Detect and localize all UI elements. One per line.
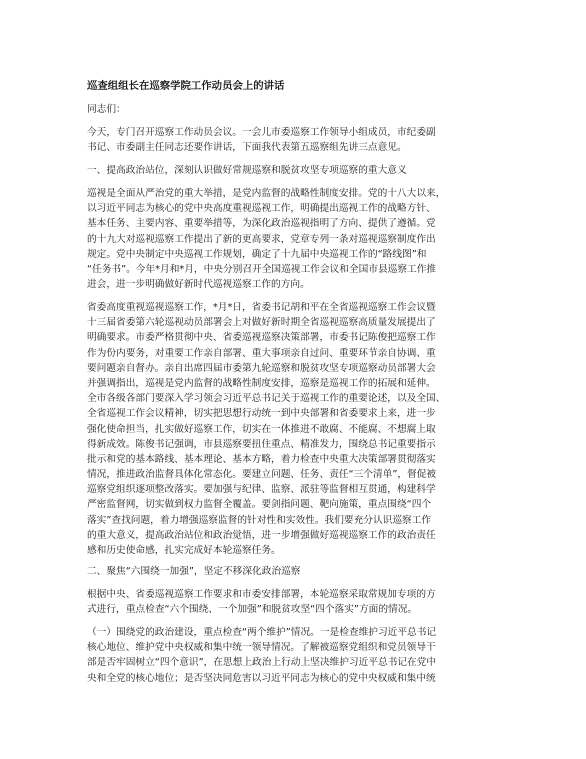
paragraph-line: 的十九大对巡视巡察工作提出了新的更高要求，党章专列一条对巡视巡察制度作出: [87, 233, 436, 245]
paragraph-line: 书记、市委副主任同志还要作讲话，下面我代表第五巡察组先讲三点意见。: [87, 142, 407, 154]
paragraph-line: 央和全党的核心地位；是否坚决同危害以习近平同志为核心的党中央权威和集中统: [87, 672, 436, 684]
paragraph-line: 严密监督网，切实做到权力监督全覆盖。要剑指问题、靶向施策，重点围绕“四个: [87, 499, 432, 511]
paragraph-line: 今天，专门召开巡察工作动员会议。一会儿市委巡察工作领导小组成员，市纪委副: [87, 127, 436, 138]
paragraph-line: 的重大意义，提高政治站位和政治觉悟，进一步增强做好巡视巡察工作的政治责任: [87, 529, 436, 541]
paragraph-line: 式进行，重点检查“六个围绕、一个加强”和脱贫攻坚“四个落实”方面的情况。: [87, 604, 418, 616]
paragraph-line: “任务书”。今年*月和*月，中央分别召开全国巡视工作会议和全国市县巡察工作推: [87, 263, 437, 275]
paragraph-line: 基本任务、主要内容、重要举措等，为深化政治巡视指明了方向、提供了遵循。党: [87, 218, 436, 230]
paragraph-line: 十三届省委第六轮巡视动员部署会上对做好新时期全省巡视巡察高质量发展提出了: [87, 317, 436, 329]
heading-line: 二、聚焦“六围绕一加强”，坚定不移深化政治巡察: [87, 566, 301, 577]
paragraph-line: 强化使命担当，扎实做好巡察工作，切实在一体推进不敢腐、不能腐、不想腐上取: [87, 423, 436, 435]
paragraph-line: 巡察党组织逐项整改落实。要加强与纪律、监察、派驻等监督相互贯通，构建科学: [87, 484, 436, 496]
paragraph-line: 全省巡视工作会议精神，切实把思想行动统一到中央部署和省委要求上来，进一步: [87, 408, 436, 420]
paragraph-line: 感和历史使命感，扎实完成好本轮巡察任务。: [87, 545, 281, 556]
document-title: 巡查组组长在巡察学院工作动员会上的讲话: [87, 80, 285, 92]
paragraph-line: 作为份内要务，对重要工作亲自部署、重大事项亲自过问、重要环节亲自协调、重: [87, 347, 436, 359]
section-heading-2: [87, 564, 500, 579]
paragraph-line: 并强调指出，巡视是党内监督的战略性制度安排，巡察是巡视工作的拓展和延伸。: [87, 377, 436, 389]
heading-line: 一、提高政治站位，深刻认识做好常规巡察和脱贫攻坚专项巡察的重大意义: [87, 165, 407, 176]
paragraph-line: 省委高度重视巡视巡察工作，*月*日，省委书记胡和平在全省巡视巡察工作会议暨: [87, 302, 436, 313]
paragraph-inspection-background: [87, 186, 500, 292]
paragraph-line: 情况，推进政治监督具体化常态化。要建立问题、任务、责任“三个清单”，督促被: [87, 469, 437, 481]
paragraph-line: 以习近平同志为核心的党中央高度重视巡视工作，明确提出巡视工作的战略方针、: [87, 203, 436, 215]
paragraph-line: 根据中央、省委巡视巡察工作要求和市委安排部署，本轮巡察采取常规加专项的方: [87, 589, 436, 600]
paragraph-line: 批示和党的基本路线、基本理论、基本方略，着力检查中央重大决策部署贯彻落实: [87, 453, 436, 465]
paragraph-line: 规定。党中央制定中央巡视工作规划，确定了十九届中央巡视工作的“路线图”和: [87, 248, 427, 260]
paragraph-intro: [87, 125, 500, 155]
paragraph-line: 得新成效。陈俊书记强调，市县巡察要扭住重点、精准发力，围绕总书记重要指示: [87, 438, 436, 450]
paragraph-line: 核心地位、维护党中央权威和集中统一领导情况。了解被巡察党组织和党员领导干: [87, 642, 436, 654]
paragraph-line: 进会，进一步明确做好新时代巡视巡察工作的方向。: [87, 279, 310, 291]
salutation: 同志们：: [87, 104, 126, 115]
paragraph-line: 巡视是全面从严治党的重大举措，是党内监督的战略性制度安排。党的十八大以来，: [87, 188, 446, 199]
paragraph-inspection-method: [87, 587, 500, 617]
paragraph-political-construction: [87, 625, 500, 686]
section-heading-1: [87, 163, 500, 178]
paragraph-line: 明确要求。市委严格贯彻中央、省委巡视巡察决策部署，市委书记陈俊把巡察工作: [87, 332, 436, 344]
paragraph-line: 部是否牢固树立“四个意识”，在思想上政治上行动上坚决维护习近平总书记在党中: [87, 657, 437, 669]
paragraph-line: 落实”查找问题，着力增强巡察监督的针对性和实效性。我们要充分认识巡察工作: [87, 514, 432, 526]
paragraph-line: （一）围绕党的政治建设，重点检查“两个维护”情况。一是检查维护习近平总书记: [87, 627, 437, 638]
paragraph-line: 全市各级各部门要深入学习领会习近平总书记关于巡视工作的重要论述，以及全国、: [87, 393, 446, 405]
paragraph-provincial-requirements: [87, 300, 500, 558]
paragraph-line: 要问题亲自督办。亲自出席四届市委第九轮巡察和脱贫攻坚专项巡察动员部署大会: [87, 362, 436, 374]
